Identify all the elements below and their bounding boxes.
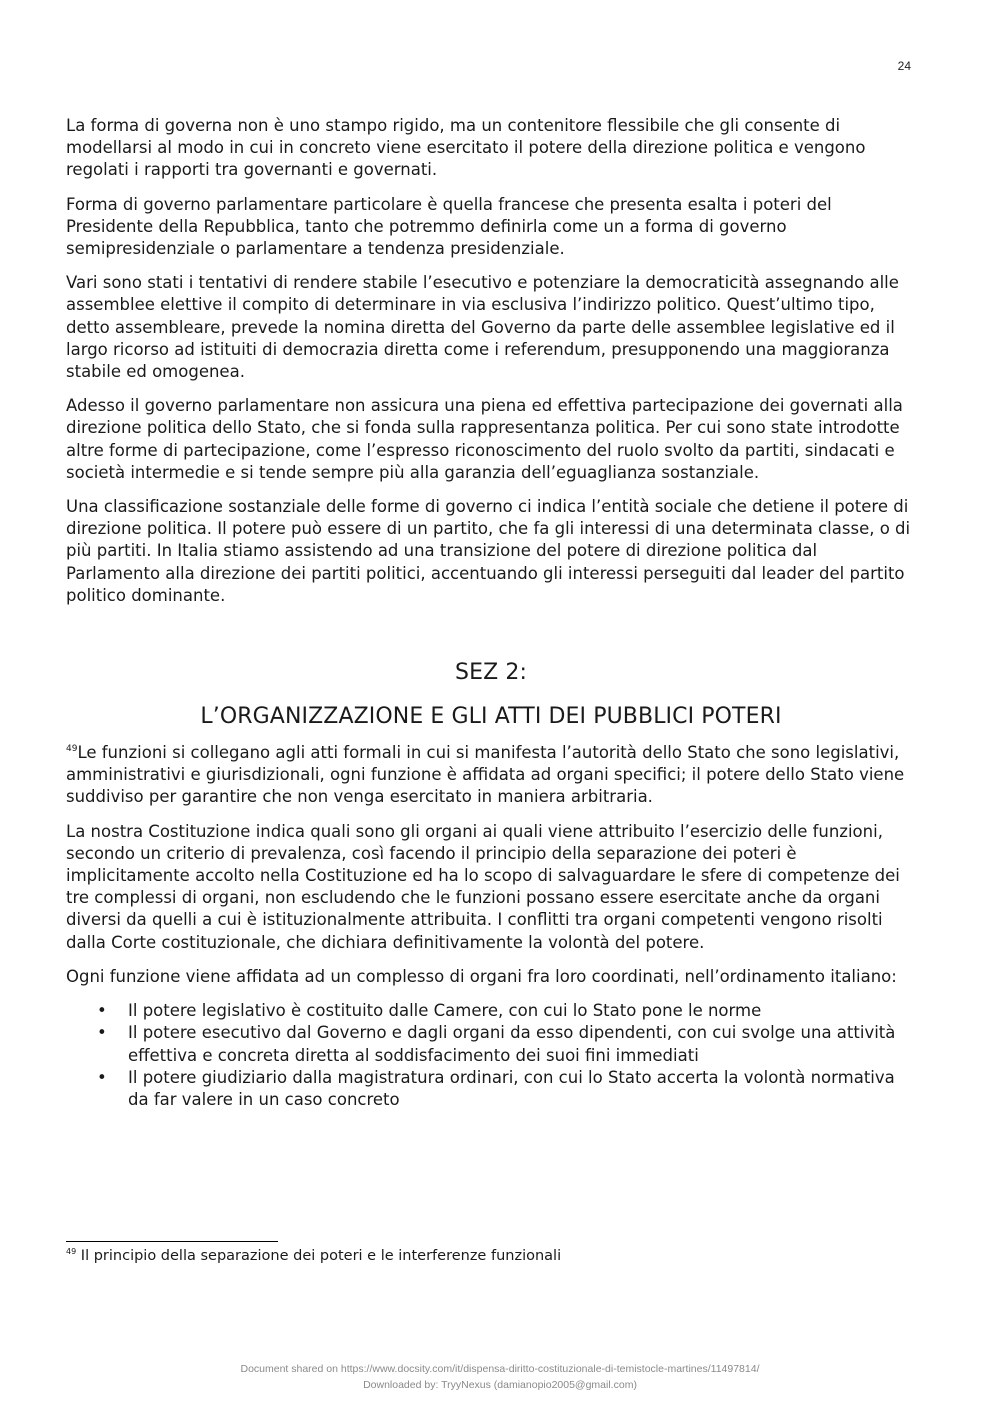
list-item [66,1000,916,1022]
list-item [66,1022,916,1066]
bullet-icon: • [97,1067,107,1087]
section-label: SEZ 2: [455,660,527,686]
paragraph: La nostra Costituzione indica quali sono gli organi ai quali viene attribuito l’esercizio delle funzioni, secondo un criterio di prevalenza, così facendo il principio della separazione dei poteri è implicitamente accolto nella Costituzione ed ha lo scopo di salvaguardare le sfere di competenze dei tre complessi di organi, non escludendo che le funzioni possano essere esercitate anche da organi diversi da quelli a cui è istituzionalmente attribuita. I conflitti tra organi competenti vengono risolti dalla Corte costituzionale, che dichiara definitivamente la volontà del potere. [66,821,900,952]
footnote-marker: 49 [66,1247,77,1256]
paragraph: Ogni funzione viene affidata ad un complesso di organi fra loro coordinati, nell’ordinamento italiano: [66,966,897,986]
list-item-text: Il potere esecutivo dal Governo e dagli organi da esso dipendenti, con cui svolge una attività effettiva e concreta diretta al soddisfacimento dei suoi fini immediati [128,1023,896,1065]
list-item-text: Il potere giudiziario dalla magistratura ordinari, con cui lo Stato accerta la volontà normativa da far valere in un caso concreto [128,1067,895,1109]
list-item [66,1067,916,1111]
footnote [66,1247,561,1265]
list-item-text: Il potere legislativo è costituito dalle Camere, con cui lo Stato pone le norme [128,1001,762,1021]
section-title: L’ORGANIZZAZIONE E GLI ATTI DEI PUBBLICI POTERI [200,704,782,730]
paragraph: Adesso il governo parlamentare non assicura una piena ed effettiva partecipazione dei governati alla direzione politica dello Stato, che si fonda sulla rappresentanza politica. Per cui sono state introdotte altre forme di partecipazione, come l’espresso riconoscimento del ruolo svolto da partiti, sindacati e società intermedie e si tende sempre più alla garanzia dell’eguaglianza sostanziale. [66,396,903,482]
paragraph: Una classificazione sostanziale delle forme di governo ci indica l’entità sociale che detiene il potere di direzione politica. Il potere può essere di un partito, che fa gli interessi di una determinata classe, o di più partiti. In Italia stiamo assistendo ad una transizione del potere di direzione politica dal Parlamento alla direzione dei partiti politici, accentuando gli interessi perseguiti dal leader del partito politico dominante. [66,497,911,605]
page-number: 24 [897,59,911,73]
paragraph-text: Le funzioni si collegano agli atti formali in cui si manifesta l’autorità dello Stato che sono legislativi, amministrativi e giurisdizionali, ogni funzione è affidata ad organi specifici; il potere dello Stato viene suddiviso per garantire che non venga esercitato in maniera arbitraria. [66,743,905,807]
bullet-list [66,1000,916,1111]
footnote-separator [66,1241,278,1242]
bullet-icon: • [97,1001,107,1021]
footnote-text: Il principio della separazione dei poteri e le interferenze funzionali [76,1248,562,1264]
document-body [66,115,916,1111]
paragraph: La forma di governa non è uno stampo rigido, ma un contenitore flessibile che gli consente di modellarsi al modo in cui in concreto viene esercitato il potere della direzione politica e vengono regolati i rapporti tra governanti e governati. [66,116,866,180]
footer-share-line: Document shared on https://www.docsity.com/it/dispensa-diritto-costituzionale-di-temistocle-martines/11497814/ [240,1363,760,1375]
paragraph: Forma di governo parlamentare particolare è quella francese che presenta esalta i poteri del Presidente della Repubblica, tanto che potremmo definirla come un a forma di governo semipresidenziale o parlamentare a tendenza presidenziale. [66,194,832,259]
footer-download-line: Downloaded by: TryyNexus (damianopio2005@gmail.com) [363,1379,637,1391]
footnote-ref-marker[interactable]: 49 [66,744,78,755]
paragraph: Vari sono stati i tentativi di rendere stabile l’esecutivo e potenziare la democraticità assegnando alle assemblee elettive il compito di determinare in via esclusiva l’indirizzo politico. Quest’ultimo tipo, detto assembleare, prevede la nomina diretta del Governo da parte delle assemblee legislative ed il largo ricorso ad istituiti di democrazia diretta come i referendum, presupponendo una maggioranza stabile ed omogenea. [66,273,899,382]
bullet-icon: • [97,1023,107,1043]
paragraph [66,742,916,809]
